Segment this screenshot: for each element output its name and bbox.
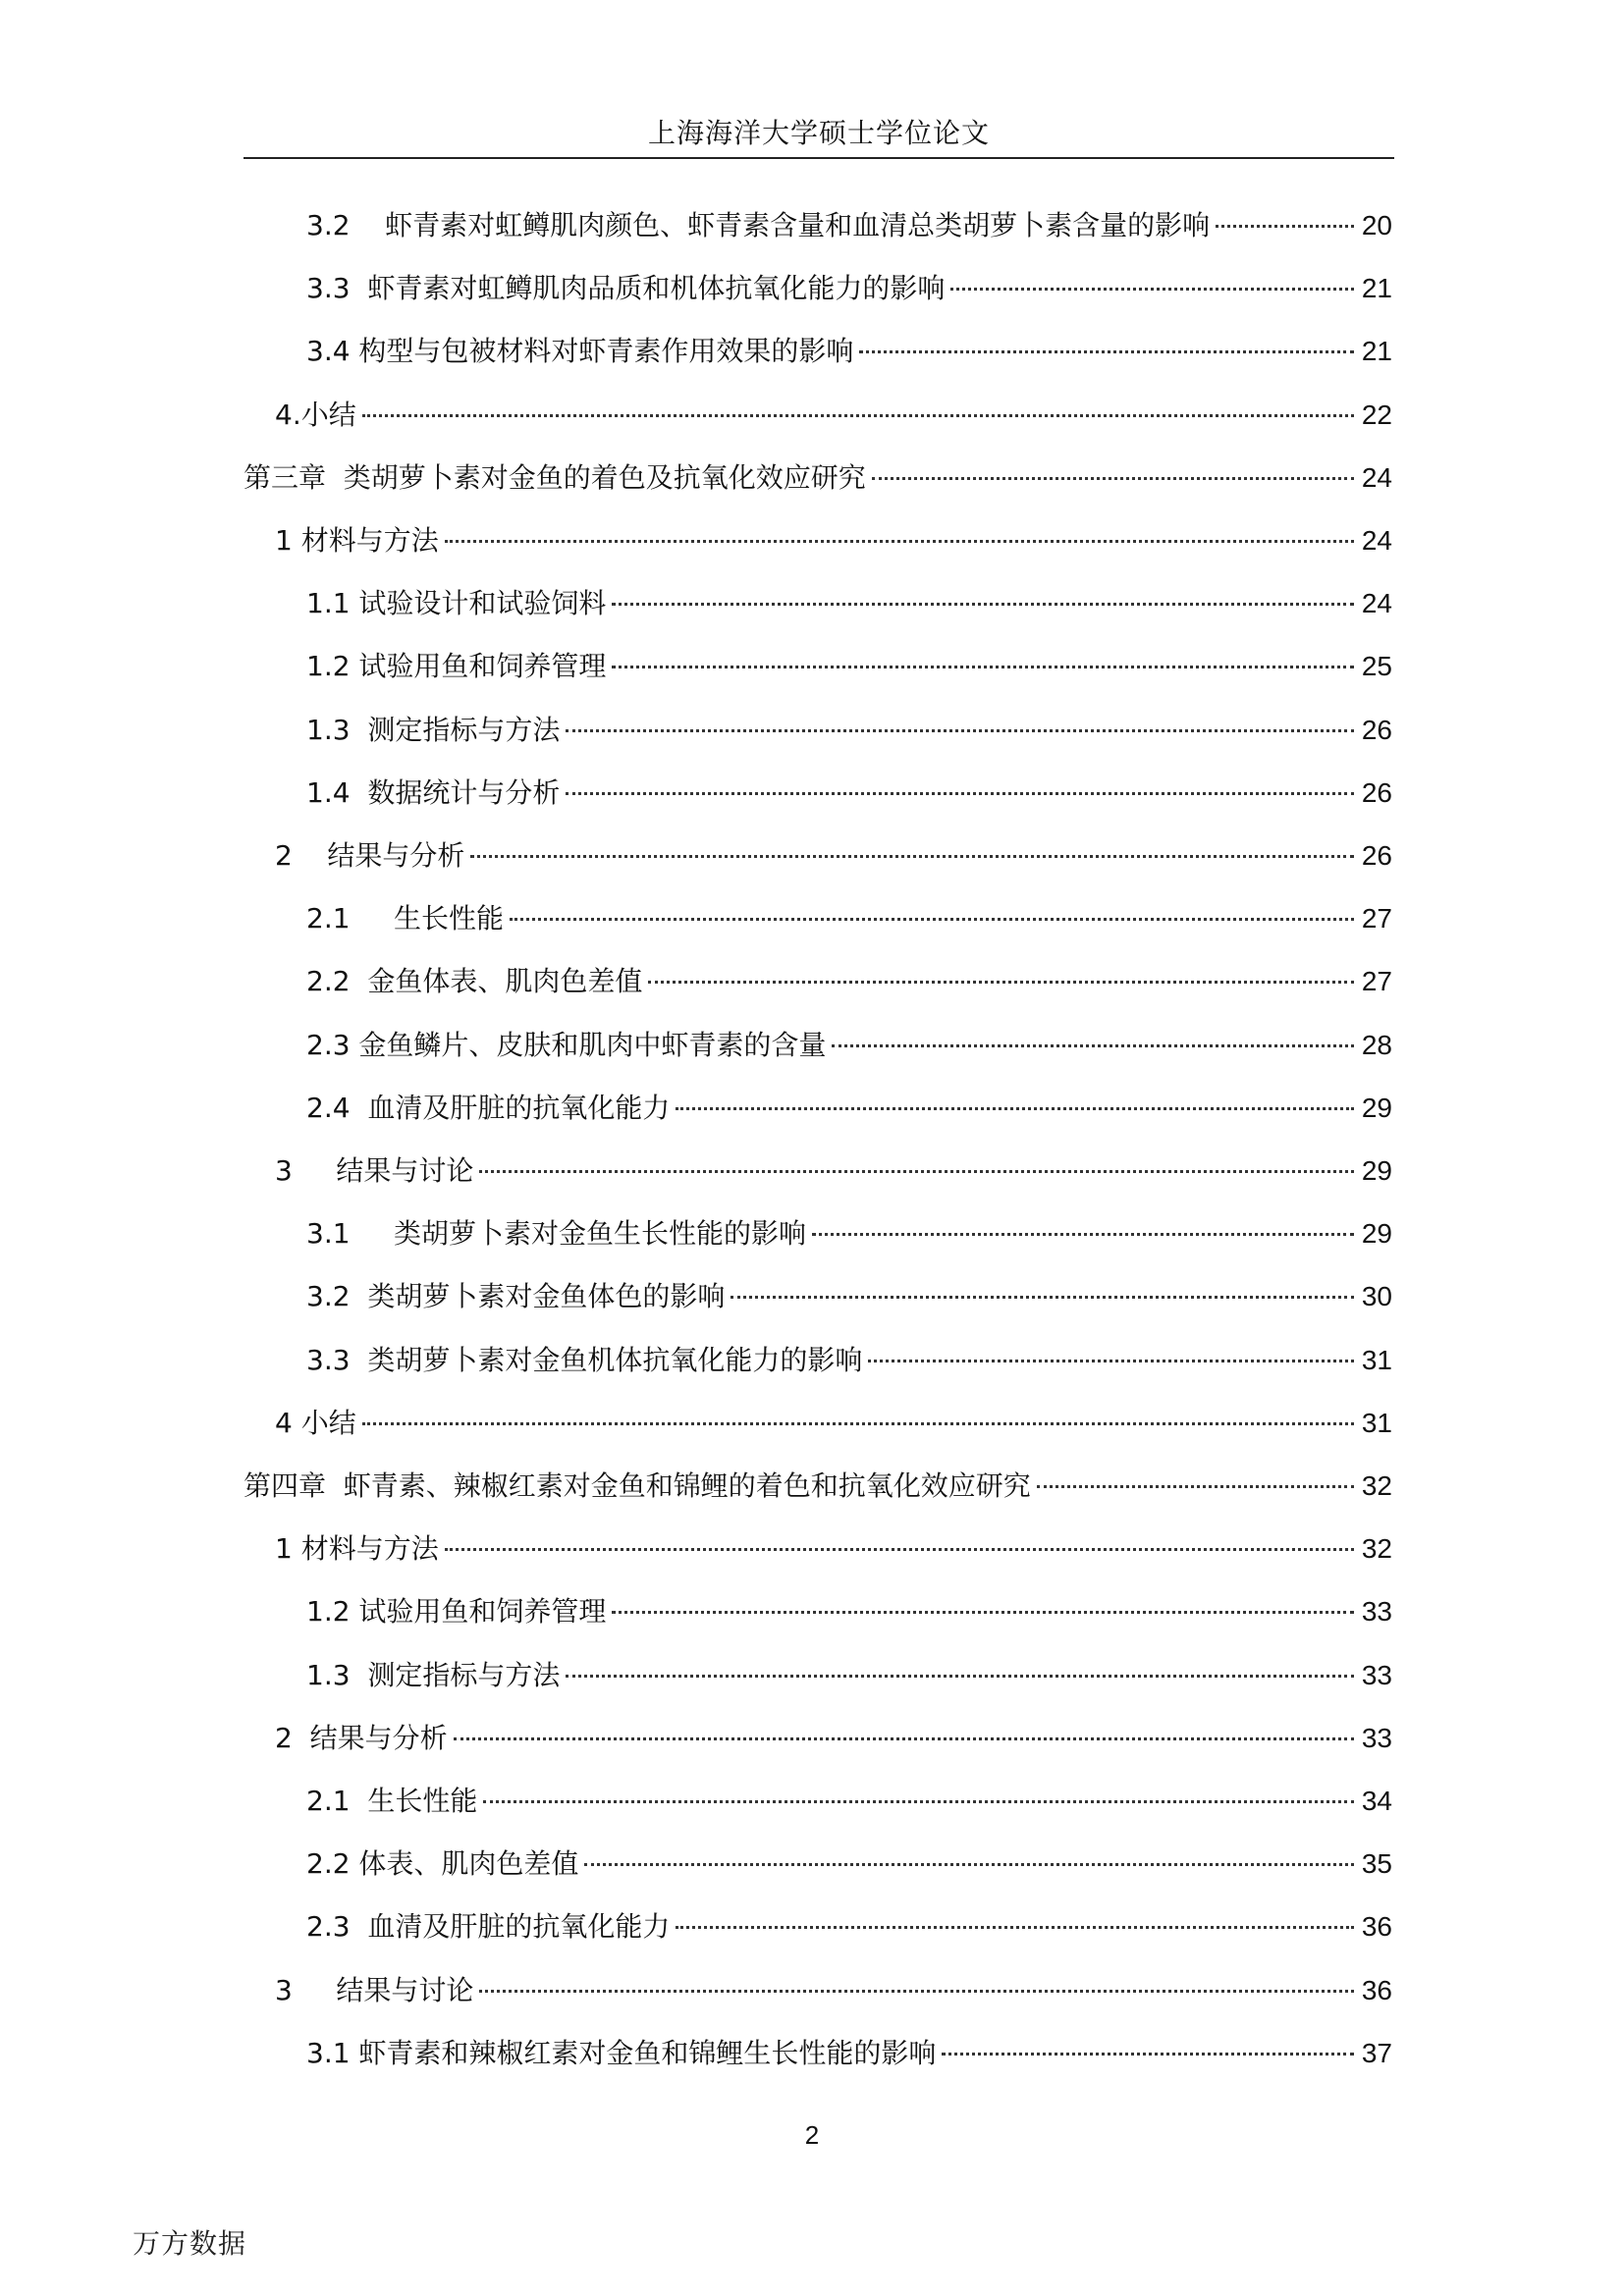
toc-entry-page: 37 xyxy=(1361,2038,1392,2068)
toc-entry[interactable] xyxy=(275,521,1392,561)
toc-entry-label: 1.2 试验用鱼和饲养管理 xyxy=(306,1595,607,1628)
toc-entry-page: 36 xyxy=(1361,1911,1392,1942)
toc-entry-page: 24 xyxy=(1361,462,1392,493)
toc-entry-label: 第三章 类胡萝卜素对金鱼的着色及抗氧化效应研究 xyxy=(244,461,866,494)
toc-entry-label: 1.3 测定指标与方法 xyxy=(306,714,561,746)
toc-dot-leader xyxy=(470,855,1353,858)
toc-entry-label: 3 结果与讨论 xyxy=(275,1974,474,2006)
toc-dot-leader xyxy=(868,1360,1354,1362)
toc-entry-label: 4 小结 xyxy=(275,1407,356,1439)
toc-dot-leader xyxy=(445,540,1354,543)
toc-entry[interactable] xyxy=(306,1341,1392,1380)
toc-entry[interactable] xyxy=(306,1089,1392,1128)
toc-entry-page: 30 xyxy=(1361,1281,1392,1311)
toc-dot-leader xyxy=(648,981,1354,984)
toc-entry-page: 22 xyxy=(1361,400,1392,430)
toc-entry[interactable] xyxy=(306,269,1392,308)
toc-entry-label: 2.3 金鱼鳞片、皮肤和肌肉中虾青素的含量 xyxy=(306,1029,827,1061)
toc-dot-leader xyxy=(454,1737,1354,1740)
toc-entry[interactable] xyxy=(306,1277,1392,1316)
toc-entry[interactable] xyxy=(306,962,1392,1001)
toc-entry-page: 24 xyxy=(1361,588,1392,618)
toc-entry[interactable] xyxy=(306,584,1392,623)
toc-dot-leader xyxy=(445,1548,1354,1551)
toc-entry-page: 27 xyxy=(1361,966,1392,996)
toc-entry[interactable] xyxy=(306,774,1392,813)
toc-entry-label: 3.1 类胡萝卜素对金鱼生长性能的影响 xyxy=(306,1217,807,1250)
toc-entry-page: 34 xyxy=(1361,1786,1392,1816)
toc-entry-page: 33 xyxy=(1361,1723,1392,1753)
toc-entry-label: 2.4 血清及肝脏的抗氧化能力 xyxy=(306,1092,671,1124)
toc-entry-label: 1.1 试验设计和试验饲料 xyxy=(306,587,607,619)
toc-entry[interactable] xyxy=(306,1844,1392,1884)
toc-dot-leader xyxy=(479,1990,1354,1993)
toc-entry-page: 24 xyxy=(1361,525,1392,556)
toc-entry-page: 26 xyxy=(1361,777,1392,808)
toc-entry-label: 1.3 测定指标与方法 xyxy=(306,1659,561,1691)
toc-entry-label: 3.3 虾青素对虹鳟肌肉品质和机体抗氧化能力的影响 xyxy=(306,272,946,304)
toc-entry-label: 4.小结 xyxy=(275,399,356,431)
toc-entry[interactable] xyxy=(244,1467,1392,1506)
toc-entry-page: 26 xyxy=(1361,715,1392,745)
toc-entry-label: 2 结果与分析 xyxy=(275,1722,448,1754)
toc-entry[interactable] xyxy=(306,332,1392,371)
toc-entry-page: 31 xyxy=(1361,1345,1392,1375)
toc-entry-page: 36 xyxy=(1361,1975,1392,2005)
toc-dot-leader xyxy=(612,603,1353,606)
toc-entry[interactable] xyxy=(275,1719,1392,1758)
toc-entry[interactable] xyxy=(306,711,1392,750)
toc-entry[interactable] xyxy=(306,2034,1392,2073)
toc-entry[interactable] xyxy=(244,458,1392,498)
page-number: 2 xyxy=(804,2120,820,2150)
toc-entry-page: 29 xyxy=(1361,1155,1392,1186)
toc-entry-label: 2 结果与分析 xyxy=(275,839,465,872)
toc-entry-label: 2.2 金鱼体表、肌肉色差值 xyxy=(306,965,643,997)
toc-entry-page: 35 xyxy=(1361,1848,1392,1879)
toc-entry[interactable] xyxy=(306,1214,1392,1254)
toc-entry-page: 29 xyxy=(1361,1093,1392,1123)
toc-dot-leader xyxy=(942,2053,1353,2056)
toc-entry[interactable] xyxy=(275,1529,1392,1569)
toc-entry-label: 1.4 数据统计与分析 xyxy=(306,776,561,809)
toc-entry-page: 32 xyxy=(1361,1533,1392,1564)
toc-entry-label: 2.1 生长性能 xyxy=(306,1785,478,1817)
toc-dot-leader xyxy=(362,1422,1354,1425)
toc-entry-label: 2.2 体表、肌肉色差值 xyxy=(306,1847,579,1880)
toc-dot-leader xyxy=(832,1044,1353,1047)
toc-entry-page: 25 xyxy=(1361,651,1392,681)
toc-dot-leader xyxy=(950,288,1354,291)
toc-entry-label: 第四章 虾青素、辣椒红素对金鱼和锦鲤的着色和抗氧化效应研究 xyxy=(244,1469,1031,1502)
toc-entry-page: 26 xyxy=(1361,840,1392,871)
toc-entry-label: 3.4 构型与包被材料对虾青素作用效果的影响 xyxy=(306,335,854,367)
toc-entry[interactable] xyxy=(306,1592,1392,1631)
toc-entry[interactable] xyxy=(306,1026,1392,1065)
toc-entry-label: 1 材料与方法 xyxy=(275,524,439,557)
toc-dot-leader xyxy=(872,477,1354,480)
toc-entry-page: 21 xyxy=(1361,273,1392,303)
toc-entry-page: 33 xyxy=(1361,1660,1392,1690)
toc-dot-leader xyxy=(483,1800,1354,1803)
toc-entry[interactable] xyxy=(275,1971,1392,2010)
toc-entry[interactable] xyxy=(306,206,1392,245)
watermark: 万方数据 xyxy=(133,2227,247,2260)
toc-dot-leader xyxy=(566,1675,1354,1678)
toc-entry-page: 27 xyxy=(1361,903,1392,934)
toc-dot-leader xyxy=(612,1611,1353,1614)
toc-dot-leader xyxy=(362,414,1354,417)
toc-dot-leader xyxy=(676,1926,1354,1929)
toc-entry-page: 28 xyxy=(1361,1030,1392,1060)
toc-dot-leader xyxy=(612,666,1353,668)
toc-entry-label: 3.3 类胡萝卜素对金鱼机体抗氧化能力的影响 xyxy=(306,1344,863,1376)
toc-entry-label: 3 结果与讨论 xyxy=(275,1154,474,1187)
toc-dot-leader xyxy=(859,350,1353,353)
toc-dot-leader xyxy=(510,918,1354,921)
toc-entry-label: 2.3 血清及肝脏的抗氧化能力 xyxy=(306,1910,671,1943)
toc-entry[interactable] xyxy=(306,1782,1392,1821)
toc-entry[interactable] xyxy=(306,899,1392,938)
running-header: 上海海洋大学硕士学位论文 xyxy=(647,117,990,149)
toc-entry-label: 1.2 试验用鱼和饲养管理 xyxy=(306,650,607,682)
toc-entry[interactable] xyxy=(275,836,1392,876)
toc-entry[interactable] xyxy=(306,1907,1392,1947)
toc-entry-page: 32 xyxy=(1361,1470,1392,1501)
toc-entry-page: 29 xyxy=(1361,1218,1392,1249)
toc-entry-page: 20 xyxy=(1361,210,1392,240)
toc-entry-page: 31 xyxy=(1361,1408,1392,1438)
toc-entry[interactable] xyxy=(306,1656,1392,1695)
toc-entry-label: 3.1 虾青素和辣椒红素对金鱼和锦鲤生长性能的影响 xyxy=(306,2037,937,2069)
toc-dot-leader xyxy=(566,729,1354,732)
toc-entry-label: 3.2 虾青素对虹鳟肌肉颜色、虾青素含量和血清总类胡萝卜素含量的影响 xyxy=(306,209,1211,241)
toc-dot-leader xyxy=(812,1233,1354,1236)
toc-dot-leader xyxy=(1216,225,1354,228)
toc-entry-page: 33 xyxy=(1361,1596,1392,1627)
toc-dot-leader xyxy=(731,1296,1354,1299)
toc-entry[interactable] xyxy=(275,396,1392,435)
toc-entry[interactable] xyxy=(275,1151,1392,1191)
toc-entry[interactable] xyxy=(306,647,1392,686)
toc-entry-page: 21 xyxy=(1361,336,1392,366)
toc-entry-label: 3.2 类胡萝卜素对金鱼体色的影响 xyxy=(306,1280,726,1312)
toc-entry-label: 1 材料与方法 xyxy=(275,1532,439,1565)
toc-entry[interactable] xyxy=(275,1404,1392,1443)
toc-dot-leader xyxy=(566,792,1354,795)
toc-dot-leader xyxy=(1037,1485,1354,1488)
toc-dot-leader xyxy=(479,1170,1354,1173)
toc-dot-leader xyxy=(584,1863,1353,1866)
toc-entry-label: 2.1 生长性能 xyxy=(306,902,505,934)
toc-dot-leader xyxy=(676,1107,1354,1110)
